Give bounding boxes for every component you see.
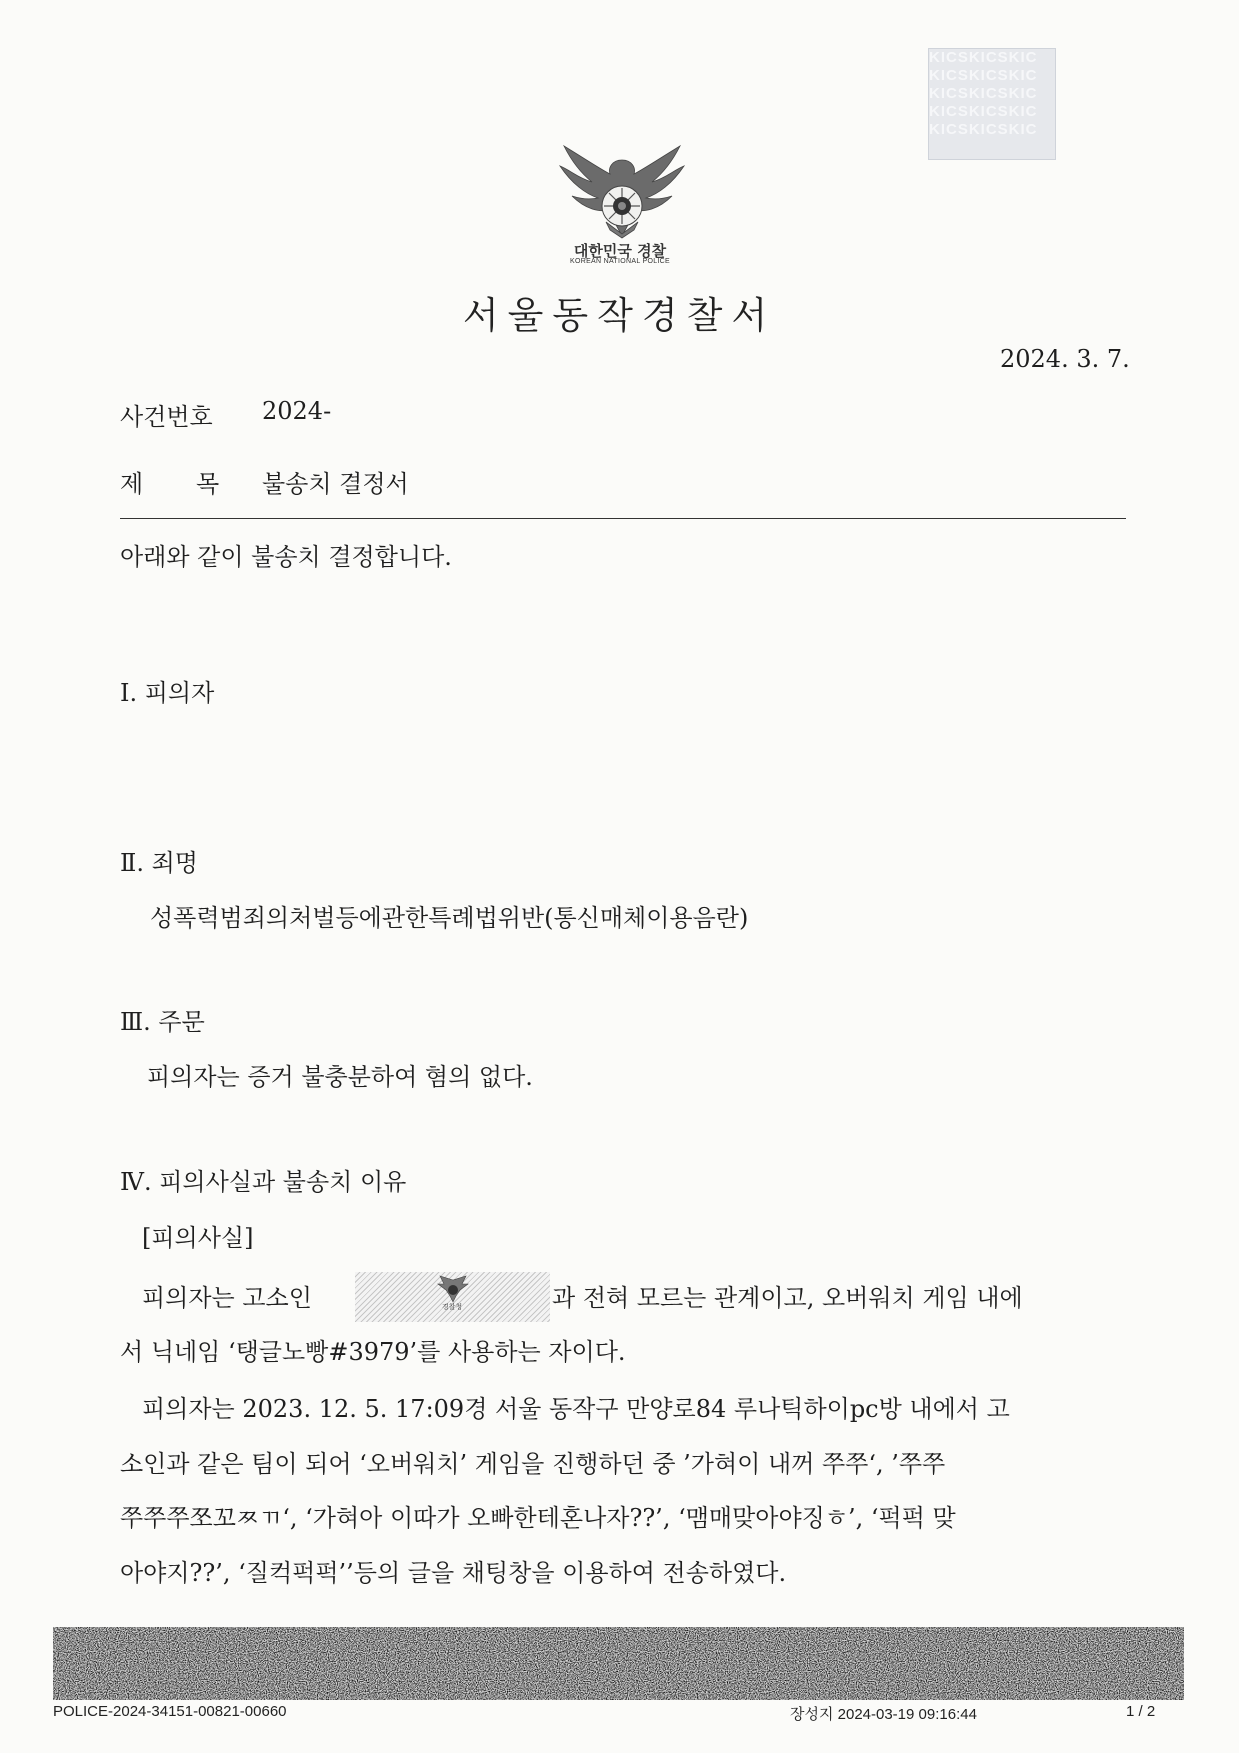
subject-label-second: 목	[196, 470, 220, 498]
facts-paragraph-1-line-2: 서 닉네임 ‘탱글노빵#3979’를 사용하는 자이다.	[120, 1338, 626, 1366]
station-title: 서울동작경찰서	[462, 294, 777, 337]
subject-label-first: 제	[120, 470, 144, 498]
charge-name: 성폭력범죄의처벌등에관한특례법위반(통신매체이용음란)	[150, 904, 749, 932]
section-1-heading: Ⅰ. 피의자	[120, 679, 215, 707]
watermark-line: KICSKICSKIC	[929, 121, 1038, 138]
case-number-value: 2024-	[262, 397, 332, 425]
agency-name-ko: 대한민국 경찰	[573, 242, 667, 260]
document-id: POLICE-2024-34151-00821-00660	[53, 1703, 287, 1720]
watermark-line: KICSKICSKIC	[929, 49, 1038, 66]
page-number: 1 / 2	[1126, 1703, 1156, 1720]
agency-name-en: KOREAN NATIONAL POLICE	[570, 258, 670, 265]
facts-paragraph-2-line-1: 피의자는 2023. 12. 5. 17:09경 서울 동작구 만양로84 루나틱하이pc방 내에서 고	[142, 1395, 1010, 1423]
watermark-line: KICSKICSKIC	[929, 85, 1038, 102]
section-3-heading: Ⅲ. 주문	[120, 1008, 205, 1036]
redaction-seal-label: 경찰청	[441, 1303, 463, 1311]
facts-paragraph-2-line-4: 아야지??’, ‘질컥퍽퍽’’등의 글을 채팅창을 이용하여 전송하였다.	[120, 1559, 787, 1587]
watermark-line: KICSKICSKIC	[929, 67, 1038, 84]
security-watermark	[928, 48, 1056, 160]
watermark-line: KICSKICSKIC	[929, 103, 1038, 120]
intro-sentence: 아래와 같이 불송치 결정합니다.	[120, 543, 452, 571]
divider-line	[120, 518, 1126, 519]
section-4-heading: Ⅳ. 피의사실과 불송치 이유	[120, 1168, 407, 1196]
facts-paragraph-1-end: 과 전혀 모르는 관계이고, 오버워치 게임 내에	[552, 1284, 1023, 1312]
facts-paragraph-1-start: 피의자는 고소인	[142, 1284, 312, 1312]
case-number-label: 사건번호	[120, 403, 213, 431]
document-date: 2024. 3. 7.	[1000, 345, 1130, 373]
facts-paragraph-2-line-3: 쭈쭈쭈쪼꼬ㅉㄲ‘, ‘가혀아 이따가 오빠한테혼나자??’, ‘맴매맞아야징ㅎ’, ‘퍽퍽 맞	[120, 1504, 956, 1532]
security-noise-band	[53, 1627, 1184, 1700]
subject-value: 불송치 결정서	[262, 470, 409, 498]
print-timestamp: 장성지 2024-03-19 09:16:44	[790, 1706, 977, 1723]
decision-text: 피의자는 증거 불충분하여 혐의 없다.	[147, 1063, 533, 1091]
section-2-heading: Ⅱ. 죄명	[120, 849, 198, 877]
facts-subheading: [피의사실]	[142, 1224, 254, 1252]
facts-paragraph-2-line-2: 소인과 같은 팀이 되어 ‘오버워치’ 게임을 진행하던 중 ’가혀이 내꺼 쭈쭈‘, ’쭈쭈	[120, 1450, 946, 1478]
